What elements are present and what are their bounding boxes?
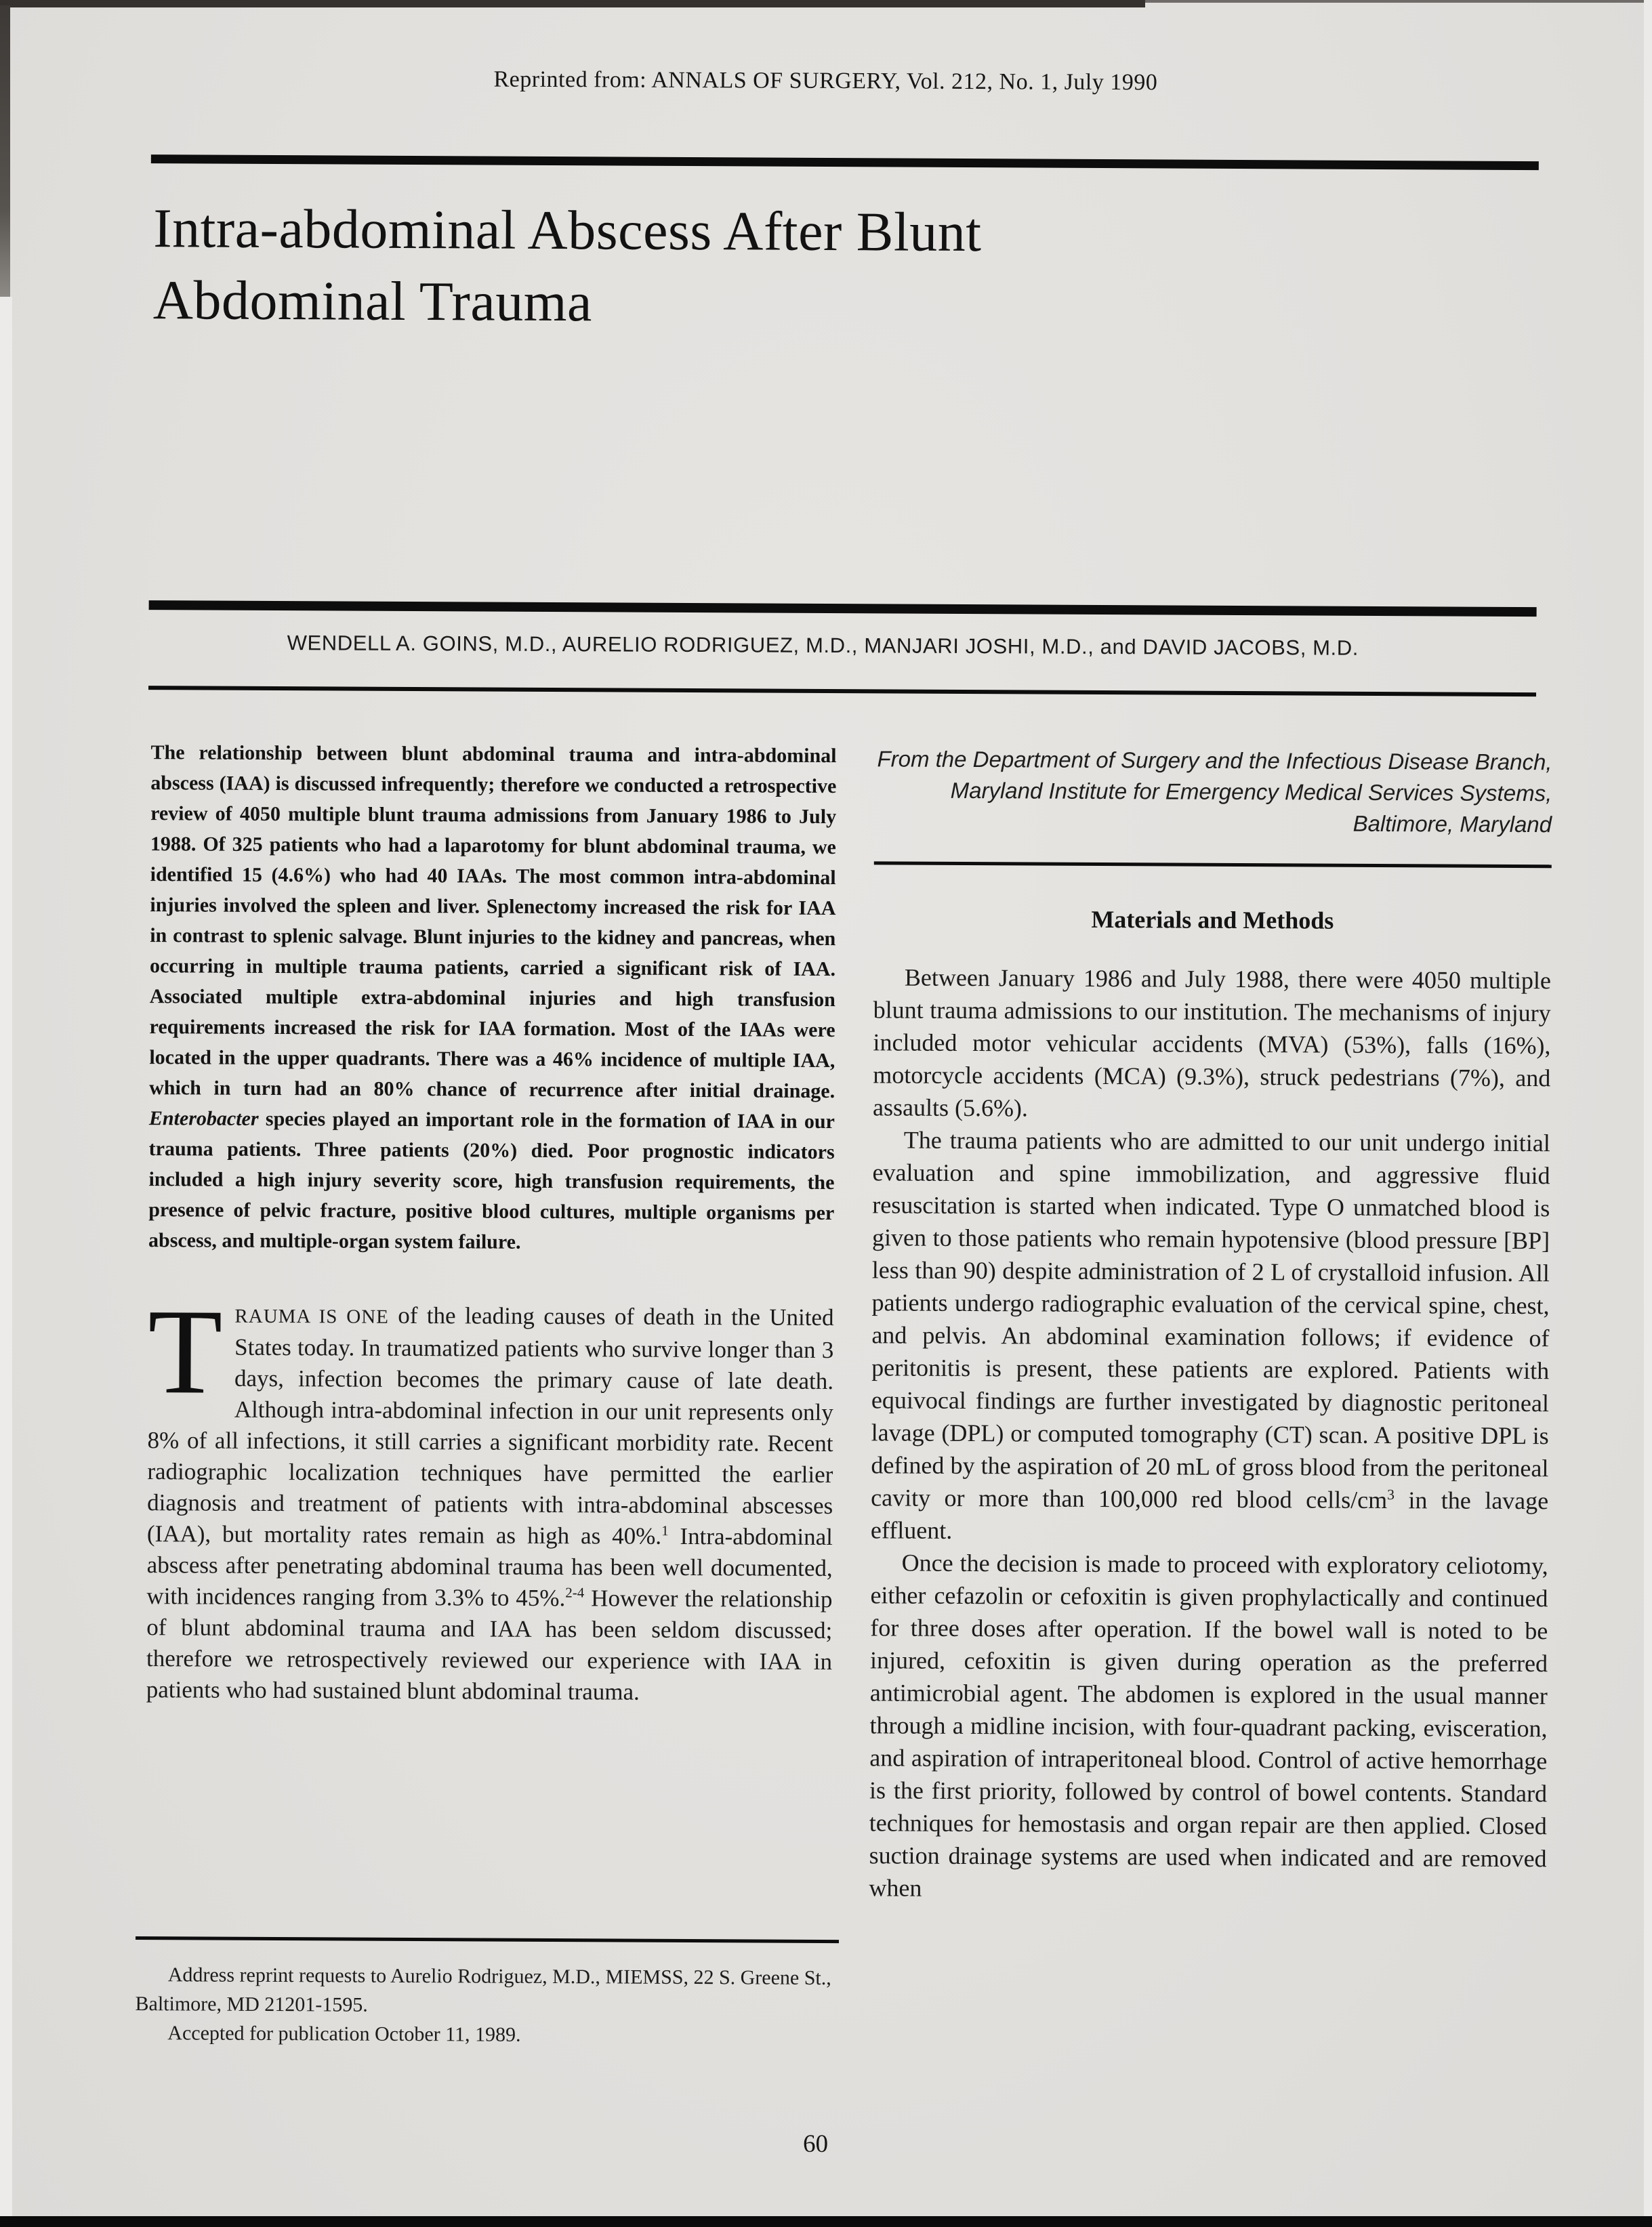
right-column	[869, 741, 1552, 1907]
left-column	[146, 737, 837, 1709]
scan-artifact-top-line	[1145, 0, 1652, 3]
intro-text-1: of the leading causes of death in the United States today. In traumatized patients who survive longer than 3 days, infection becomes the primary cause of late death. Although intra-abdominal infection in our unit represents only 8% of all infections, it still carries a significant morbidity rate. Recent radiographic localization techniques have permitted the earlier diagnosis and treatment of patients with intra-abdominal abscesses (IAA), but mortality rates remain as high as 40%.	[146, 1302, 834, 1549]
scan-artifact-bottom-bar	[0, 2216, 1652, 2227]
methods-paragraph-2-text-2: in the lavage effluent.	[870, 1486, 1549, 1544]
divider-above-authors	[149, 600, 1537, 617]
article-title: Intra-abdominal Abscess After Blunt Abdominal Trauma	[152, 197, 982, 333]
abstract-paragraph	[148, 737, 837, 1259]
divider-below-authors	[148, 686, 1536, 696]
reference-superscript-1: 1	[661, 1522, 669, 1539]
abstract-text-1: The relationship between blunt abdominal trauma and intra-abdominal abscess (IAA) is discussed infrequently; therefore we conducted a retrospective review of 4050 multiple blunt trauma admissions from January 1986 to July 1988. Of 325 patients who had a laparotomy for blunt abdominal trauma, we identified 15 (4.6%) who had 40 IAAs. The most common intra-abdominal injuries involved the spleen and liver. Splenectomy increased the risk for IAA in contrast to splenic salvage. Blunt injuries to the kidney and pancreas, when occurring in multiple trauma patients, carried a significant risk of IAA. Associated multiple extra-abdominal injuries and high transfusion requirements increased the risk for IAA formation. Most of the IAAs were located in the upper quadrants. There was a 46% incidence of multiple IAA, which in turn had an 80% chance of recurrence after initial drainage.	[149, 741, 837, 1103]
methods-paragraph-3: Once the decision is made to proceed with exploratory celiotomy, either cefazolin or cefoxitin is given prophylactically and continued for three doses after operation. If the bowel wall is noted to be injured, cefoxitin is given during operation as the preferred antimicrobial agent. The abdomen is explored in the usual manner through a midline incision, with four-quadrant packing, evisceration, and aspiration of intraperitoneal blood. Control of active hemorrhage is the first priority, followed by control of bowel contents. Standard techniques for hemostasis and organ repair are then applied. Closed suction drainage systems are used when indicated and are removed when	[869, 1549, 1548, 1902]
intro-smallcaps: RAUMA IS ONE	[234, 1305, 389, 1328]
methods-paragraph-2-text-1: The trauma patients who are admitted to our unit undergo initial evaluation and spine immobilization, and aggressive fluid resuscitation is started when indicated. Type O unmatched blood is given to those patients who remain hypotensive (blood pressure [BP] less than 90) despite administration of 2 L of crystalloid infusion. All patients undergo radiographic evaluation of the cervical spine, chest, and pelvis. An abdominal examination follows; if evidence of peritonitis is present, these patients are explored. Patients with equivocal findings are further investigated by diagnostic peritoneal lavage (DPL) or computed tomography (CT) scan. A positive DPL is defined by the aspiration of 20 mL of gross blood from the peritoneal cavity or more than 100,000 red blood cells/cm	[871, 1126, 1550, 1514]
journal-reprint-line: Reprinted from: ANNALS OF SURGERY, Vol. 212, No. 1, July 1990	[493, 66, 1158, 96]
footnote-divider-rule	[136, 1936, 839, 1943]
top-divider-rule	[151, 154, 1539, 170]
section-heading-materials-and-methods: Materials and Methods	[1091, 905, 1334, 934]
two-column-body	[145, 737, 1552, 1907]
methods-paragraph-1: Between January 1986 and July 1988, there were 4050 multiple blunt trauma admissions to our institution. The mechanisms of injury included motor vehicular accidents (MVA) (53%), falls (16%), motorcycle accidents (MCA) (9.3%), struck pedestrians (7%), and assaults (5.6%).	[872, 963, 1552, 1122]
reference-superscript-2-4: 2-4	[565, 1584, 585, 1601]
intro-text-2: Intra-abdominal abscess after penetrating abdominal trauma has been well documented, with incidences ranging from 3.3% to 45%.	[146, 1522, 833, 1612]
acceptance-date-footnote: Accepted for publication October 11, 1989.	[167, 2022, 521, 2046]
page-number: 60	[802, 2129, 829, 2159]
methods-paragraph-2	[871, 1123, 1550, 1549]
affiliation-block: From the Department of Surgery and the Infectious Disease Branch, Maryland Institute for Emergency Medical Services Systems, Baltimore, Maryland	[877, 746, 1552, 837]
abstract-italic-term: Enterobacter	[148, 1107, 259, 1130]
footnote-block	[135, 1936, 839, 2051]
authors-line: WENDELL A. GOINS, M.D., AURELIO RODRIGUEZ, M.D., MANJARI JOSHI, M.D., and DAVID JACOBS, M.D.	[287, 631, 1359, 660]
cm-cubed-superscript: 3	[1387, 1486, 1395, 1503]
reprint-address-footnote: Address reprint requests to Aurelio Rodriguez, M.D., MIEMSS, 22 S. Greene St., Baltimore, MD 21201-1595.	[135, 1963, 831, 2016]
introduction-paragraph	[146, 1284, 834, 1709]
dropcap-letter: T	[147, 1284, 223, 1419]
abstract-text-2: species played an important role in the formation of IAA in our trauma patients. Three patients (20%) died. Poor prognostic indicators included a high injury severity score, high transfusion requirements, the presence of pelvic fracture, positive blood cultures, multiple organisms per abscess, and multiple-organ system failure.	[148, 1107, 835, 1253]
intro-text-3: However the relationship of blunt abdominal trauma and IAA has been seldom discussed; therefore we retrospectively reviewed our experience with IAA in patients who had sustained blunt abdominal trauma.	[146, 1585, 833, 1705]
divider-below-affiliation	[874, 861, 1552, 868]
